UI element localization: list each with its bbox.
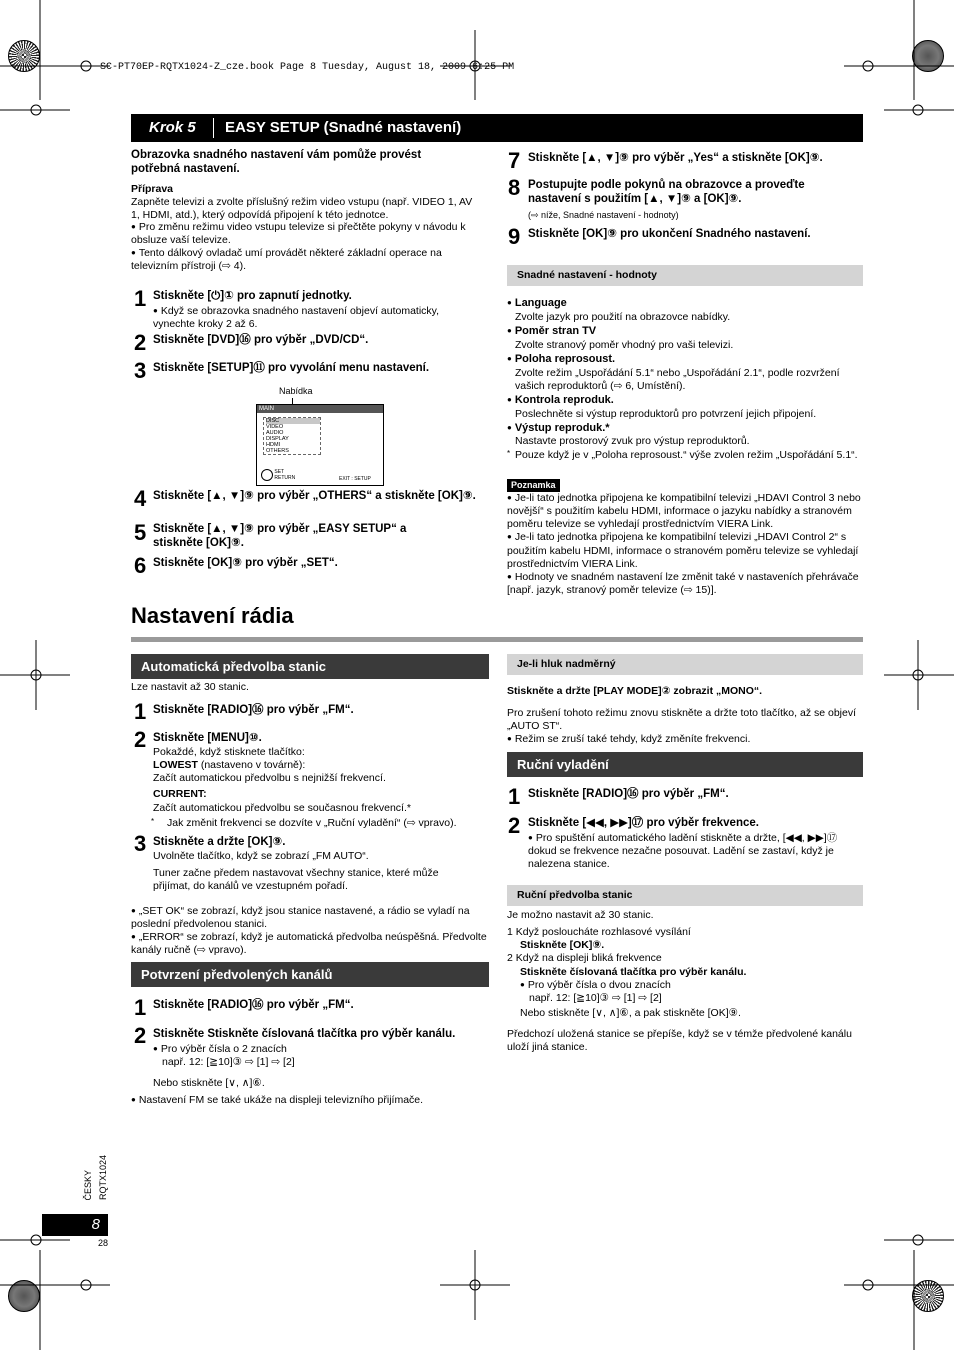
menu-item: DISC (266, 418, 320, 424)
step-number: 8 (508, 175, 521, 200)
note-tag: Poznamka (507, 479, 560, 492)
step-text: Stiskněte Stiskněte číslovaná tlačítka pro výběr kanálu. (153, 1028, 456, 1040)
step-text: Stiskněte [SETUP]⑪ pro vyvolání menu nastavení. (153, 362, 430, 374)
step-text: Stiskněte [▲, ▼]⑨ pro výběr „Yes“ a stiskněte [OK]⑨. (528, 152, 823, 164)
step-text: Stiskněte [RADIO]⑯ pro výběr „FM“. (153, 999, 354, 1011)
step-number: 9 (508, 224, 521, 249)
menu-header: MAIN (257, 405, 383, 413)
manual-preset-body: Je možno nastavit až 30 stanic. 1 Když posloucháte rozhlasové vysílání Stiskněte [OK]⑨. 2 Když na displeji bliká frekvence Stiskněte číslovaná tlačítka pro výběr kanálu. ● Pro výběr čísla o dvou znacích např. 12: [≧10]③ ⇨ [1] ⇨ [2] Nebo stiskněte [∨, ∧]⑥, a pak stiskněte [OK]⑨. Předchozí uložená stanice se přepíše, když se v témže předvolené kanálu uloží jiná stanice. (507, 909, 863, 1054)
step-text: Stiskněte [MENU]⑩. (153, 732, 262, 744)
menu-footer-return: RETURN (274, 475, 296, 481)
noise-section-bar: Je-li hluk nadměrný (507, 654, 863, 675)
value-item: ● Language (507, 297, 863, 311)
bullet-item: ● „ERROR“ se zobrazí, když je automatická předvolba neúspěšná. Předvolte kanály ručně (⇨ vpravo). (131, 931, 489, 957)
step-number: 1 (508, 784, 521, 809)
step-number: 6 (134, 553, 147, 578)
title-divider (213, 118, 214, 138)
enter-button-icon (261, 469, 273, 481)
note-item: ● Je-li tato jednotka připojena ke kompatibilní televizi „HDAVI Control 3 nebo novější“ s použitím kabelu HDMI, informace o jazyku nabídky a stranovém poměru televize se vyhledají prostřednictvím VIERA Link. (507, 492, 863, 531)
note-item: ● Hodnoty ve snadném nastavení lze změnit také v nastaveních přehrávače [např. jazyk, stranový poměr televize (⇨ 15)]. (507, 571, 863, 597)
value-item: ● Kontrola reproduk. (507, 394, 863, 408)
values-list (507, 297, 863, 462)
page-title: EASY SETUP (Snadné nastavení) (225, 119, 462, 136)
confirm-presets-bar: Potvrzení předvolených kanálů (131, 962, 489, 987)
menu-footer-exit: EXIT : SETUP (339, 476, 371, 482)
step-number: 5 (134, 520, 147, 545)
value-item: ● Poloha reprosoust. (507, 353, 863, 367)
step-title-bar (131, 114, 863, 142)
step-number: 3 (134, 831, 147, 856)
menu-list (263, 417, 321, 455)
step-number: 4 (134, 486, 147, 511)
step-label: Krok 5 (149, 119, 196, 136)
step-note: (⇨ níže, Snadné nastavení - hodnoty) (528, 210, 679, 220)
bullet-item: ● Nastavení FM se také ukáže na displeji televizního přijímače. (131, 1094, 489, 1107)
value-desc: Nastavte prostorový zvuk pro výstup reproduktorů. (515, 435, 750, 448)
side-code-label: RQTX1024 (98, 1155, 108, 1201)
setup-menu-screen (256, 404, 384, 486)
step-text: Stiskněte [RADIO]⑯ pro výběr „FM“. (528, 788, 729, 800)
notes-list (507, 492, 863, 597)
step-text: Stiskněte [▲, ▼]⑨ pro výběr „OTHERS“ a stiskněte [OK]⑨. (153, 490, 476, 502)
step-text: Stiskněte [DVD]⑯ pro výběr „DVD/CD“. (153, 334, 369, 346)
menu-item: DISPLAY (266, 436, 289, 442)
step-note: ● Když se obrazovka snadného nastavení objeví automaticky, vynechte kroky 2 až 6. (153, 305, 473, 331)
step-footnote: * Jak změnit frekvenci se dozvíte v „Ruční vyladění“ (⇨ vpravo). (151, 817, 457, 829)
manual-preset-bar: Ruční předvolba stanic (507, 885, 863, 906)
step-text: Stiskněte [OK]⑨ pro ukončení Snadného nastavení. (528, 228, 811, 240)
value-desc: Zvolte stranový poměr vhodný pro vaši televizi. (515, 338, 734, 351)
step-number: 1 (134, 699, 147, 724)
step-detail: Uvolněte tlačítko, když se zobrazí „FM AUTO“. Tuner začne předem nastavovat všechny stanice, které může přijímat, do kanálů ve vzestupném pořadí. (153, 850, 439, 893)
values-section-bar: Snadné nastavení - hodnoty (507, 265, 863, 286)
step-number: 2 (508, 813, 521, 838)
prep-bullet: ● Pro změnu režimu video vstupu televize si přečtěte pokyny v návodu k obsluze vaší televize. (131, 221, 481, 247)
menu-footer (261, 469, 295, 481)
value-item: ● Výstup reproduk.* (507, 422, 863, 436)
noise-detail: Pro zrušení tohoto režimu znovu stiskněte a držte toto tlačítko, až se objeví „AUTO ST“. (507, 707, 857, 733)
step-number: 2 (134, 330, 147, 355)
step-text: Stiskněte [OK]⑨ pro výběr „SET“. (153, 557, 338, 569)
step-number: 3 (134, 358, 147, 383)
step-note: ● Pro spuštění automatického ladění stiskněte a držte, [◀◀, ▶▶]⑰ dokud se frekvence nezačne posouvat. Ladění se zastaví, když je nalezena stanice. (528, 832, 863, 871)
bullet-item: ● Režim se zruší také tehdy, když změníte frekvenci. (507, 733, 863, 746)
values-footnote: * Pouze když je v „Poloha reprosoust.“ výše zvolen režim „Uspořádání 5.1“. (507, 448, 858, 461)
auto-preset-intro: Lze nastavit až 30 stanic. (131, 681, 249, 693)
step-text: Stiskněte [RADIO]⑯ pro výběr „FM“. (153, 704, 354, 716)
value-desc: Poslechněte si výstup reproduktorů pro potvrzení jejich připojení. (515, 407, 817, 420)
manual-tuning-bar: Ruční vyladění (507, 752, 863, 777)
auto-preset-bar: Automatická předvolba stanic (131, 654, 489, 679)
book-header-line: SC-PT70EP-RQTX1024-Z_cze.book Page 8 Tuesday, August 18, 2009 6:25 PM (100, 62, 515, 73)
side-language-label: ČESKY (83, 1170, 93, 1201)
step-text: Stiskněte [▲, ▼]⑨ pro výběr „EASY SETUP“ a stiskněte [OK]⑨. (153, 523, 407, 550)
sub-page-number: 28 (98, 1238, 109, 1248)
prep-bullet: ● Tento dálkový ovladač umí provádět některé základní operace na televizním přístroji (⇨ 4). (131, 247, 481, 273)
step-number: 7 (508, 148, 521, 173)
value-item: ● Poměr stran TV (507, 325, 863, 339)
step-number: 1 (134, 286, 147, 311)
menu-item: VIDEO (266, 424, 284, 430)
step-detail: ● Pro výběr čísla o 2 znacích např. 12: [≧10]③ ⇨ [1] ⇨ [2] Nebo stiskněte [∨, ∧]⑥. (153, 1043, 483, 1090)
bullet-item: ● „SET OK“ se zobrazí, když jsou stanice nastavené, a rádio se vyladí na poslední předvolenou stanici. (131, 905, 489, 931)
step-text: Stiskněte a držte [OK]⑨. (153, 836, 286, 848)
step-number: 2 (134, 1023, 147, 1048)
menu-item: HDMI (266, 442, 281, 448)
page-number: 8 (42, 1214, 108, 1236)
noise-instruction: Stiskněte a držte [PLAY MODE]② zobrazit „MONO“. (507, 685, 763, 697)
note-item: ● Je-li tato jednotka připojena ke kompatibilní televizi „HDAVI Control 2“ s použitím kabelu HDMI, informace o stranovém poměru televize se vyhledají prostřednictvím VIERA Link. (507, 531, 863, 570)
radio-section-title: Nastavení rádia (131, 603, 294, 628)
menu-item: OTHERS (266, 448, 289, 454)
auto-preset-bullets (131, 905, 489, 958)
step-text: Stiskněte [⏻]① pro zapnutí jednotky. (153, 290, 352, 302)
step-text: Postupujte podle pokynů na obrazovce a proveďte nastavení s použitím [▲, ▼]⑨ a [OK]⑨. (528, 179, 805, 206)
step-number: 2 (134, 727, 147, 752)
step-number: 1 (134, 995, 147, 1020)
value-desc: Zvolte režim „Uspořádání 5.1“ nebo „Uspořádání 2.1“, podle rozvržení vašich reproduktorů (⇨ 6, Umístění). (515, 366, 840, 392)
section-rule (131, 637, 863, 642)
value-desc: Zvolte jazyk pro použití na obrazovce nabídky. (515, 310, 731, 323)
prep-text: Zapněte televizi a zvolte příslušný režim video vstupu (např. VIDEO 1, AV 1, HDMI, atd.), který odpovídá připojení k této jednotce. (131, 196, 473, 222)
easy-setup-intro: Obrazovka snadného nastavení vám pomůže provést potřebná nastavení. (131, 149, 422, 176)
menu-footer-set: SET (274, 469, 285, 475)
step-text: Stiskněte [◀◀, ▶▶]⑰ pro výběr frekvence. (528, 817, 759, 829)
prep-heading: Příprava (131, 183, 174, 195)
menu-item: AUDIO (266, 430, 284, 436)
step-detail: Pokaždé, když stisknete tlačítko: LOWEST (nastaveno v továrně): Začít automatickou předvolbu s nejnižší frekvencí. CURRENT: Začít automatickou předvolbu se současnou frekvencí.* (153, 746, 411, 814)
menu-label: Nabídka (279, 386, 313, 396)
